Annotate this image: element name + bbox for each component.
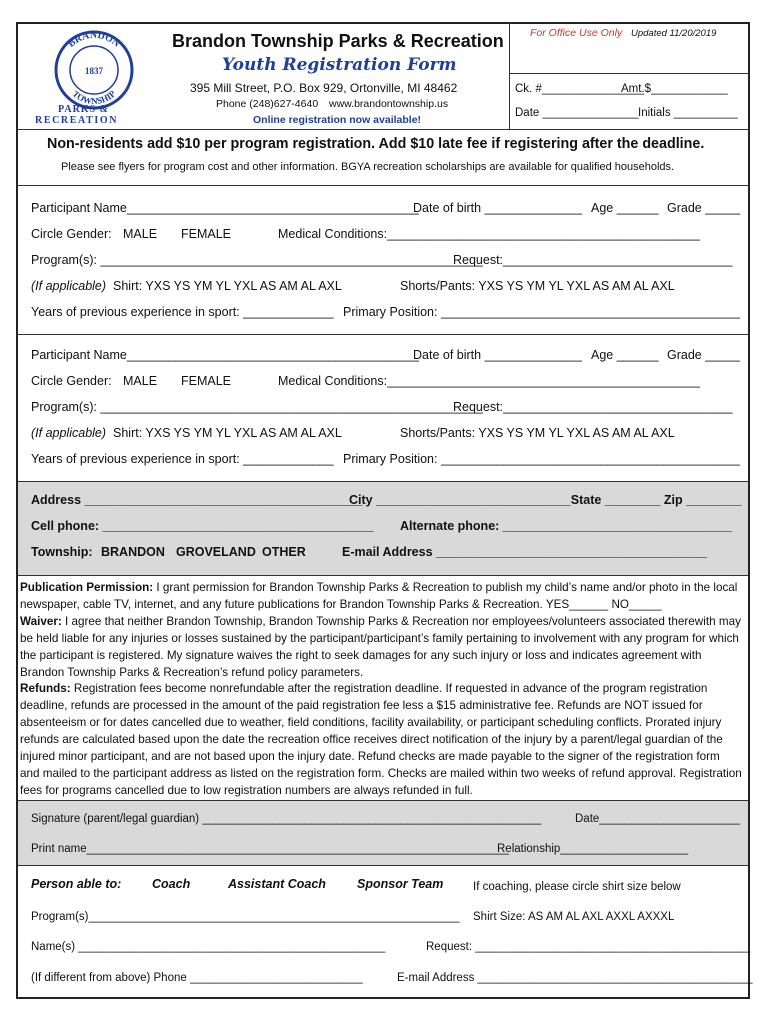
coach-shirt-note: If coaching, please circle shirt size below [473,881,681,893]
legal-text [20,580,742,800]
signature-section [18,800,748,866]
office-date-field[interactable]: Date _______________ [515,107,639,119]
refunds-label: Refunds: [20,682,71,696]
coach-shirt-size-options[interactable]: Shirt Size: AS AM AL AXL AXXL AXXXL [473,911,675,923]
office-phone: Phone (248)627-4640 [216,98,319,110]
participant1-dob-field[interactable]: Date of birth ______________ [413,201,582,215]
participant1-gender-female[interactable]: FEMALE [181,227,232,241]
print-name-field[interactable]: Print name__________________________________________________________________ [31,843,509,855]
person-able-label: Person able to: [31,877,122,891]
coach-programs-field[interactable]: Program(s)__________________________________________________________ [31,911,460,923]
participant2-gender-label: Circle Gender: [31,374,112,388]
participant2-position-field[interactable]: Primary Position: ___________________________________________ [343,452,740,466]
publication-text: I grant permission for Brandon Township Parks & Recreation to publish my child’s name and/or photo in the local newspaper, cable TV, internet, and any future publications for Brandon Township Parks & Recreation. YES______ NO_____ [20,581,738,611]
participant-divider [16,334,750,335]
township-brandon[interactable]: BRANDON [101,545,165,559]
coach-phone-field[interactable]: (If different from above) Phone ___________________________ [31,972,363,984]
participant2-if-applicable: (If applicable) [31,426,107,440]
assistant-coach-option[interactable]: Assistant Coach [228,877,326,891]
participant2-dob-field[interactable]: Date of birth ______________ [413,348,582,362]
form-subtitle: Youth Registration Form [222,55,457,75]
participant1-request-field[interactable]: Request:_________________________________ [453,253,733,267]
amount-field[interactable]: Amt.$____________ [621,83,728,95]
logo-bottom-text: TOWNSHIP [70,88,118,107]
coach-names-field[interactable]: Name(s) ________________________________________________ [31,941,386,953]
svg-text:BRANDON [66,30,122,50]
signature-date-field[interactable]: Date______________________ [575,813,740,825]
participant2-medical-field[interactable]: Medical Conditions:_____________________________________________ [278,374,700,388]
participant1-age-field[interactable]: Age ______ [591,201,659,215]
participant2-grade-field[interactable]: Grade _____ [667,348,740,362]
participant1-if-applicable: (If applicable) [31,279,107,293]
participant2-age-field[interactable]: Age ______ [591,348,659,362]
waiver-label: Waiver: [20,614,62,628]
info-notice: Please see flyers for program cost and other information. BGYA recreation scholarships are available for qualified households. [61,161,675,173]
waiver-text: I agree that neither Brandon Township, Brandon Township Parks & Recreation nor employees/volunteers associated therewith may be held liable for any injuries or losses sustained by the participant/participant’s family pertaining to involvement with any program for which the participant is registered. My signature waives the right to seek damages for any such injury or loss and indicates agreement with Brandon Township Parks & Recreation’s refund policy parameters. [20,614,741,679]
online-registration-link[interactable]: Online registration now available! [253,114,422,126]
office-address: 395 Mill Street, P.O. Box 929, Ortonville, MI 48462 [190,81,458,95]
participant1-medical-field[interactable]: Medical Conditions:_____________________________________________ [278,227,700,241]
coach-option[interactable]: Coach [152,877,191,891]
participant1-position-field[interactable]: Primary Position: ___________________________________________ [343,305,740,319]
logo-top-text: BRANDON [66,30,122,50]
participant1-name-field[interactable]: Participant Name__________________________________________ [31,201,419,215]
city-state-zip-field[interactable]: City ____________________________State ________ Zip ________ [349,493,742,507]
participant2-name-field[interactable]: Participant Name__________________________________________ [31,348,419,362]
refunds-text: Registration fees become nonrefundable after the registration deadline. If requested in advance of the program registration deadline, refunds are processed in the amount of the paid registration fee less a $15 administrative fee. Refunds are NOT issued for absenteeism or for dates cancelled due to weather, field conditions, facility availability, or participant scheduling conflicts. Prorated injury refunds are calculated based upon the date the recreation office receives direct notification of the injury by a parent/legal guardian of the injured minor participant, and are not based upon the injury date. Refund checks are made payable to the signer of the registration form and mailed to the participant address as listed on the registration form. Checks are mailed within two weeks of refund approval. Registration fees for programs cancelled due to low registration numbers are always refunded in full. [20,682,742,797]
participant2-request-field[interactable]: Request:_________________________________ [453,400,733,414]
alternate-phone-field[interactable]: Alternate phone: _________________________________ [400,519,733,533]
cell-phone-field[interactable]: Cell phone: _______________________________________ [31,519,374,533]
participant1-shirt-sizes[interactable]: Shirt: YXS YS YM YL YXL AS AM AL AXL [113,279,342,293]
office-divider [509,73,750,74]
email-field[interactable]: E-mail Address _______________________________________ [342,545,708,559]
township-other[interactable]: OTHER [262,545,306,559]
participant1-shorts-sizes[interactable]: Shorts/Pants: YXS YS YM YL YXL AS AM AL AXL [400,279,675,293]
participant1-grade-field[interactable]: Grade _____ [667,201,740,215]
website-link[interactable]: www.brandontownship.us [329,98,449,110]
signature-field[interactable]: Signature (parent/legal guardian) _____________________________________________________ [31,813,542,825]
logo-year: 1837 [85,66,103,76]
township-groveland[interactable]: GROVELAND [176,545,256,559]
notice-divider [16,185,750,186]
coach-email-field[interactable]: E-mail Address ___________________________________________ [397,972,753,984]
participant2-gender-female[interactable]: FEMALE [181,374,232,388]
updated-date: Updated 11/20/2019 [631,28,717,39]
check-number-field[interactable]: Ck. #________________ [515,83,645,95]
participant1-gender-male[interactable]: MALE [123,227,158,241]
relationship-field[interactable]: Relationship____________________ [497,843,689,855]
participant1-gender-label: Circle Gender: [31,227,112,241]
address-field[interactable]: Address ________________________________________ [31,493,363,507]
sponsor-team-option[interactable]: Sponsor Team [357,877,444,891]
township-label: Township: [31,545,93,559]
participant2-gender-male[interactable]: MALE [123,374,158,388]
logo-parks-text: PARKS & [58,104,109,115]
participant2-years-field[interactable]: Years of previous experience in sport: _____________ [31,452,334,466]
participant2-shirt-sizes[interactable]: Shirt: YXS YS YM YL YXL AS AM AL AXL [113,426,342,440]
publication-label: Publication Permission: [20,581,154,594]
participant1-programs-field[interactable]: Program(s): _______________________________________________________ [31,253,483,267]
office-box-divider [509,22,510,129]
participant2-programs-field[interactable]: Program(s): _______________________________________________________ [31,400,483,414]
logo-recreation-text: RECREATION [35,115,119,126]
participant2-shorts-sizes[interactable]: Shorts/Pants: YXS YS YM YL YXL AS AM AL AXL [400,426,675,440]
participant1-years-field[interactable]: Years of previous experience in sport: _____________ [31,305,334,319]
page-title: Brandon Township Parks & Recreation [172,31,504,51]
office-use-label: For Office Use Only [530,27,623,39]
header-divider [16,129,750,130]
fee-notice: Non-residents add $10 per program registration. Add $10 late fee if registering after the deadline. [47,136,705,152]
coach-request-field[interactable]: Request: ___________________________________________ [426,941,751,953]
initials-field[interactable]: Initials __________ [638,107,738,119]
